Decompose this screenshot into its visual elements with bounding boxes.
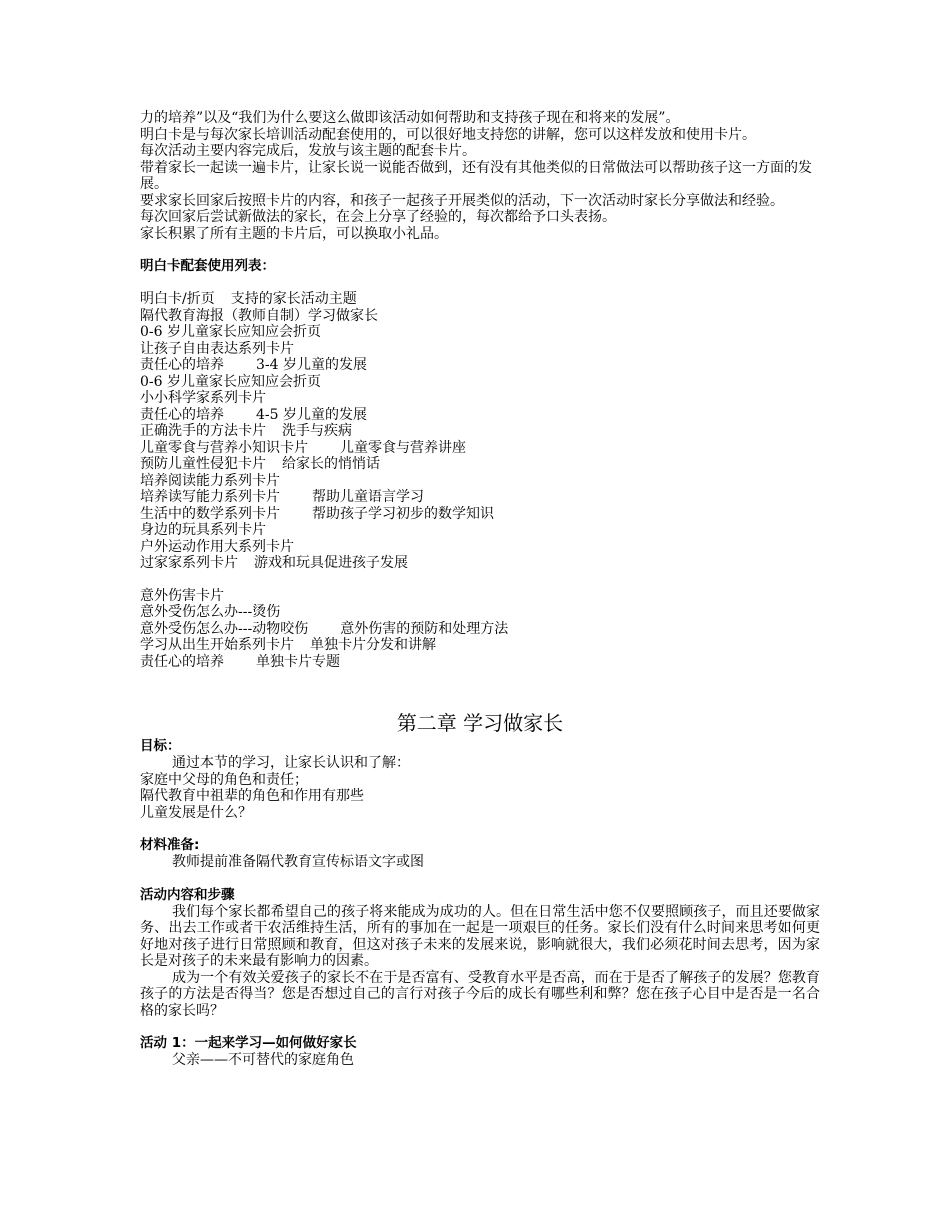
list-row-item: 过家家系列卡片	[140, 555, 238, 571]
list-row	[140, 308, 820, 325]
list-row	[140, 456, 820, 473]
list-row-item: 责任心的培养	[140, 653, 224, 670]
list-row-item: 小小科学家系列卡片	[140, 390, 266, 406]
list-row-topic: 单独卡片专题	[256, 653, 340, 670]
list-row-item: 责任心的培养	[140, 406, 224, 423]
list-row-topic: 儿童零食与营养讲座	[340, 439, 466, 456]
list-row-item: 身边的玩具系列卡片	[140, 522, 266, 538]
list-heading: 明白卡配套使用列表：	[140, 258, 275, 274]
list-row-item: 让孩子自由表达系列卡片	[140, 340, 294, 357]
steps-heading: 活动内容和步骤	[140, 886, 235, 903]
intro-line: 每次活动主要内容完成后，发放与该主题的配套卡片。	[140, 143, 476, 159]
list-row	[140, 506, 820, 523]
intro-line: 家长积累了所有主题的卡片后，可以换取小礼品。	[140, 225, 448, 242]
list-row-topic: 给家长的悄悄话	[282, 456, 380, 472]
list-row-item: 生活中的数学系列卡片	[140, 505, 280, 522]
list-row-topic: 单独卡片分发和讲解	[310, 637, 436, 653]
list-row-topic: 3-4 岁儿童的发展	[256, 357, 367, 373]
card-list	[140, 291, 820, 572]
steps-paragraph: 成为一个有效关爱孩子的家长不在于是否富有、受教育水平是否高，而在于是否了解孩子的发展？您教育孩子的方法是否得当？您是否想过自己的言行对孩子今后的成长有哪些利和弊？您在孩子心目中是否是一名合格的家长吗？	[140, 969, 820, 1019]
list-row-topic: 4-5 岁儿童的发展	[256, 406, 367, 423]
list-row	[140, 341, 820, 358]
intro-line: 明白卡是与每次家长培训活动配套使用的，可以很好地支持您的讲解，您可以这样发放和使用卡片。	[140, 126, 756, 143]
list-row-topic: 洗手与疾病	[282, 423, 352, 439]
list-row-topic: 帮助孩子学习初步的数学知识	[312, 505, 494, 522]
list-row	[140, 390, 820, 407]
list-row	[140, 555, 820, 572]
list-row-item: 意外伤害卡片	[140, 587, 224, 604]
goal-item: 儿童发展是什么？	[140, 804, 252, 821]
list-row	[140, 324, 820, 341]
list-row	[140, 407, 820, 424]
list-row-topic: 游戏和玩具促进孩子发展	[254, 555, 408, 571]
list-row	[140, 357, 820, 374]
intro-line: 每次回家后尝试新做法的家长，在会上分享了经验的，每次都给予口头表扬。	[140, 209, 616, 225]
intro-line: 力的培养”以及“我们为什么要这么做即该活动如何帮助和支持孩子现在和将来的发展”。	[140, 110, 680, 126]
list-row-item: 0-6 岁儿童家长应知应会折页	[140, 324, 321, 340]
intro-line: 带着家长一起读一遍卡片，让家长说一说能否做到，还有没有其他类似的日常做法可以帮助孩子这一方面的发展。	[140, 159, 812, 192]
list-row-item: 户外运动作用大系列卡片	[140, 538, 294, 555]
list-row-item: 培养读写能力系列卡片	[140, 489, 280, 505]
list-row	[140, 604, 820, 621]
materials-text: 教师提前准备隔代教育宣传标语文字或图	[172, 854, 424, 870]
list-row-item: 意外受伤怎么办---烫伤	[140, 604, 281, 620]
list-row-item: 隔代教育海报（教师自制）学习做家长	[140, 307, 378, 324]
goal-item: 隔代教育中祖辈的角色和作用有那些	[140, 788, 364, 804]
list-row-item: 预防儿童性侵犯卡片	[140, 456, 266, 472]
list-row	[140, 440, 820, 457]
list-row	[140, 621, 820, 638]
goal-item: 家庭中父母的角色和责任；	[140, 771, 308, 788]
list-row-item: 儿童零食与营养小知识卡片	[140, 439, 308, 456]
list-row	[140, 489, 820, 506]
goal-heading: 目标：	[140, 738, 181, 754]
list-row	[140, 374, 820, 391]
list-row-item: 责任心的培养	[140, 357, 224, 373]
chapter-title: 第二章 学习做家长	[396, 711, 564, 735]
list-row	[140, 588, 820, 605]
list-row	[140, 539, 820, 556]
goal-intro: 通过本节的学习，让家长认识和了解：	[172, 755, 410, 771]
list-row	[140, 654, 820, 671]
materials-heading: 材料准备:	[140, 837, 200, 853]
list-row-item: 明白卡/折页	[140, 291, 215, 307]
list-row	[140, 423, 820, 440]
list-row	[140, 291, 820, 308]
injury-card-list	[140, 588, 820, 671]
intro-line: 要求家长回家后按照卡片的内容，和孩子一起孩子开展类似的活动，下一次活动时家长分享做法和经验。	[140, 192, 784, 209]
list-row-topic: 帮助儿童语言学习	[312, 489, 424, 505]
list-row-topic: 支持的家长活动主题	[230, 291, 357, 307]
activity1-text: 父亲——不可替代的家庭角色	[172, 1052, 354, 1068]
list-row-item: 0-6 岁儿童家长应知应会折页	[140, 373, 321, 390]
document-page	[140, 110, 820, 1069]
activity1-heading: 活动 1：一起来学习—如何做好家长	[140, 1035, 357, 1051]
list-row-item: 正确洗手的方法卡片	[140, 423, 266, 439]
list-row	[140, 473, 820, 490]
intro-section	[140, 110, 820, 242]
list-row	[140, 522, 820, 539]
list-row-item: 意外受伤怎么办---动物咬伤	[140, 620, 309, 637]
list-row-topic: 意外伤害的预防和处理方法	[340, 620, 509, 637]
list-row-item: 培养阅读能力系列卡片	[140, 472, 280, 489]
list-row	[140, 637, 820, 654]
list-row-item: 学习从出生开始系列卡片	[140, 637, 294, 653]
steps-paragraph: 我们每个家长都希望自己的孩子将来能成为成功的人。但在日常生活中您不仅要照顾孩子，而且还要做家务、出去工作或者干农活维持生活，所有的事加在一起是一项艰巨的任务。家长们没有什么时间来思考如何更好地对孩子进行日常照顾和教育，但这对孩子未来的发展来说，影响就很大，我们必须花时间去思考，因为家长是对孩子的未来最有影响力的因素。	[140, 903, 820, 969]
